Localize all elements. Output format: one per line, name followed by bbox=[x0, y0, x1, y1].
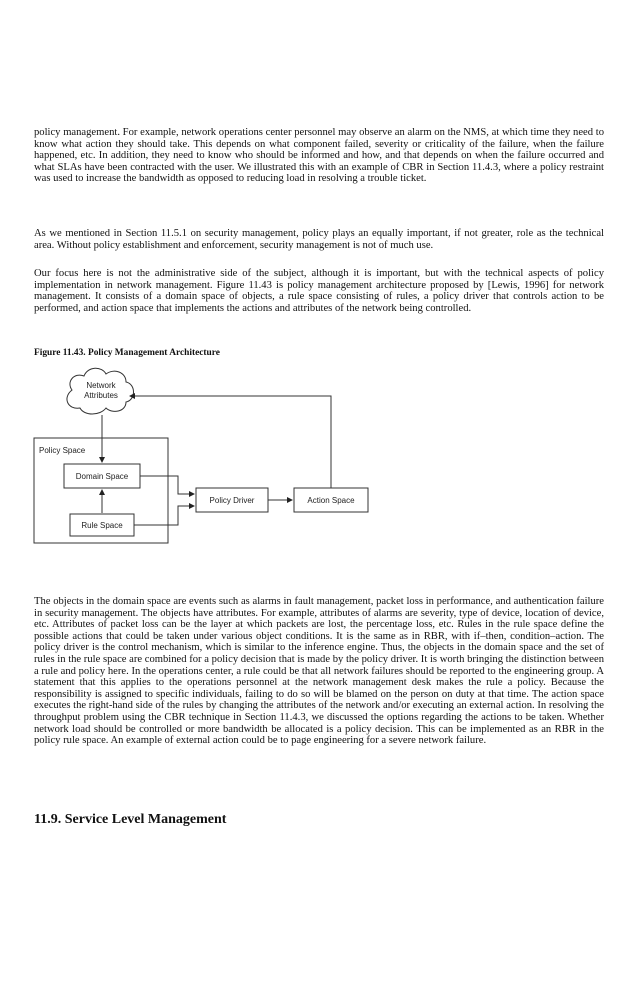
paragraph-2: As we mentioned in Section 11.5.1 on security management, policy plays an equally important, if not greater, role as the technical area. Without policy establishment and enforcement, security management is not of much use. bbox=[34, 228, 604, 251]
paragraph-1: policy management. For example, network operations center personnel may observe an alarm on the NMS, at which time they need to know what action they should take. This depends on what component failed, severity or criticality of the failure, when the failure happened, etc. In addition, they need to know who should be informed and how, and that depends on when the failure occurred and what SLAs have been contracted with the user. We illustrated this with an example of CBR in Section 11.4.3, where a policy restraint was used to increase the bandwidth as opposed to reducing load in resolving a trouble ticket. bbox=[34, 127, 604, 185]
action-to-cloud-arrow bbox=[130, 396, 331, 488]
rule-space-label: Rule Space bbox=[81, 521, 123, 530]
rule-to-driver-arrow bbox=[134, 506, 194, 525]
policy-driver-label: Policy Driver bbox=[209, 496, 255, 505]
section-heading: 11.9. Service Level Management bbox=[34, 812, 227, 827]
policy-space-label: Policy Space bbox=[39, 446, 86, 455]
cloud-label-line1: Network bbox=[86, 381, 116, 390]
domain-space-label: Domain Space bbox=[75, 472, 129, 481]
policy-architecture-diagram bbox=[30, 362, 410, 562]
domain-to-driver-arrow bbox=[140, 476, 194, 494]
figure-caption: Figure 11.43. Policy Management Architecture bbox=[34, 348, 220, 358]
action-space-label: Action Space bbox=[307, 496, 355, 505]
network-attributes-cloud bbox=[67, 368, 134, 414]
paragraph-4: The objects in the domain space are events such as alarms in fault management, packet loss in performance, and authentication failure in security management. The objects have attributes. For example, attributes of alarms are severity, type of device, location of device, etc. Attributes of packet loss can be the layer at which packets are lost, the percentage loss, etc. Rules in the rule space define the possible actions that could be taken under various object conditions. It is the same as in RBR, with if–then, condition–action. The policy driver is the control mechanism, which is similar to the inference engine. Thus, the objects in the domain space and the set of rules in the rule space are combined for a policy decision that is made by the policy driver. It is worth bringing the distinction between a rule and policy here. In the operations center, a rule could be that all network failures should be reported to the engineering group. A statement that this applies to the operations personnel at the network management desk makes the rule a policy. Because the responsibility is assigned to specific individuals, failing to do so will be blamed on the person on duty at that time. The action space executes the right-hand side of the rules by changing the attributes of the network and/or executing an external action. In resolving the throughput problem using the CBR technique in Section 11.4.3, we discussed the options regarding the actions to be taken. Whether network load should be controlled or more bandwidth be allocated is a policy decision. This can be implemented as an RBR in the policy rule space. An example of external action could be to page engineering for a severe network failure. bbox=[34, 596, 604, 747]
paragraph-3: Our focus here is not the administrative side of the subject, although it is important, but with the technical aspects of policy implementation in network management. Figure 11.43 is policy management architecture proposed by [Lewis, 1996] for network management. It consists of a domain space of objects, a rule space consisting of rules, a policy driver that controls action to be performed, and action space that implements the actions and attributes of the network being controlled. bbox=[34, 268, 604, 314]
cloud-label-line2: Attributes bbox=[84, 391, 118, 400]
